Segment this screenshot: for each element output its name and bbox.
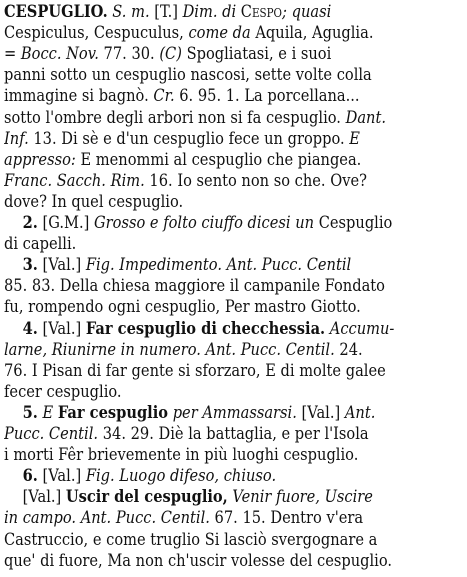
entry-text-segment: Cr. bbox=[153, 86, 175, 107]
entry-text-segment: Fig. Luogo difeso, chiuso. bbox=[85, 466, 277, 487]
entry-text-segment: Cespiculus, Cespuculus, bbox=[4, 23, 189, 44]
entry-text-segment: 77. 30. bbox=[98, 44, 160, 65]
entry-text-segment: Accumu- bbox=[325, 318, 395, 339]
entry-text-segment: 67. 15. Dentro v'era bbox=[209, 508, 364, 529]
entry-text-segment: di capelli. bbox=[4, 234, 77, 255]
entry-text-segment: CESPUGLIO. bbox=[4, 2, 108, 22]
entry-line bbox=[4, 129, 400, 150]
entry-line bbox=[4, 319, 400, 340]
entry-line bbox=[4, 403, 400, 424]
entry-text-segment: Far cespuglio di checchessia. bbox=[85, 318, 326, 339]
entry-text-segment: immagine si bagnò. bbox=[4, 86, 154, 107]
entry-text-segment bbox=[4, 319, 23, 339]
entry-text-segment: Dim. di bbox=[182, 2, 241, 22]
entry-text-segment bbox=[4, 403, 23, 423]
entry-text-segment: come da bbox=[188, 23, 256, 44]
entry-text-segment: fu, rompendo ogni cespuglio, Per mastro Giotto. bbox=[4, 297, 361, 318]
entry-text-segment: Aquila, Aguglia. bbox=[255, 23, 374, 44]
entry-text-segment: [T.] bbox=[154, 2, 183, 22]
entry-line bbox=[4, 213, 400, 234]
entry-text-segment: 5. bbox=[22, 402, 38, 423]
entry-line bbox=[4, 297, 400, 318]
entry-line bbox=[4, 171, 400, 192]
entry-text-segment: 16. Io sento non so che. Ove? bbox=[144, 170, 367, 191]
entry-text-segment: [Val.] bbox=[4, 487, 66, 508]
entry-text-segment: que' di fuore, Ma non ch'uscir volesse del cespuglio. bbox=[4, 550, 393, 571]
entry-text-segment: fecer cespuglio. bbox=[4, 381, 122, 402]
entry-text-segment: 13. Di sè e d'un cespuglio fece un groppo. bbox=[28, 128, 350, 149]
entry-text-segment: Ant. bbox=[344, 402, 376, 423]
entry-text-segment: Far cespuglio bbox=[57, 402, 169, 423]
entry-text-segment: ; quasi bbox=[282, 2, 332, 22]
entry-text-segment: Castruccio, e come truglio Si lasciò svergognare a bbox=[4, 529, 378, 550]
entry-text-segment: Spogliatasi, e i suoi bbox=[181, 44, 332, 65]
entry-text-segment: E bbox=[37, 402, 58, 423]
entry-text-segment: panni sotto un cespuglio nascosi, sette volte colla bbox=[4, 65, 372, 86]
entry-line bbox=[4, 2, 400, 23]
entry-text-segment: Uscir del cespuglio, bbox=[65, 487, 228, 508]
entry-line bbox=[4, 424, 400, 445]
entry-text-segment: 2. bbox=[22, 213, 38, 233]
entry-line bbox=[4, 234, 400, 255]
entry-line bbox=[4, 340, 400, 361]
entry-text-segment: larne, Riunirne in numero. Ant. Pucc. Centil. bbox=[4, 339, 335, 360]
entry-text-segment: Fig. Impedimento. Ant. Pucc. Centil bbox=[85, 255, 352, 276]
entry-text-segment: 6. bbox=[22, 466, 38, 487]
entry-line bbox=[4, 23, 400, 44]
entry-text-segment: (C) bbox=[159, 44, 182, 65]
entry-text-segment: 24. bbox=[334, 339, 363, 360]
entry-line bbox=[4, 276, 400, 297]
entry-text-segment: 85. 83. Della chiesa maggiore il campanile Fondato bbox=[4, 276, 385, 297]
entry-text-segment: E menommi al cespuglio che piangea. bbox=[75, 149, 362, 170]
entry-text-segment: [Val.] bbox=[37, 255, 86, 276]
entry-line bbox=[4, 530, 400, 551]
entry-line bbox=[4, 44, 400, 65]
entry-text-segment: Cespuglio bbox=[314, 213, 393, 233]
entry-line bbox=[4, 86, 400, 107]
entry-text-segment: 34. 29. Diè la battaglia, e per l'Isola bbox=[98, 424, 369, 444]
entry-text-segment: [Val.] bbox=[296, 402, 345, 423]
entry-line bbox=[4, 361, 400, 382]
entry-text-segment: [G.M.] bbox=[37, 213, 94, 233]
entry-line bbox=[4, 487, 400, 508]
entry-text-segment: = bbox=[4, 44, 21, 65]
entry-text-segment: in campo. Ant. Pucc. Centil. bbox=[4, 508, 210, 529]
entry-text-segment bbox=[4, 213, 23, 233]
entry-line bbox=[4, 445, 400, 466]
entry-text-segment: 4. bbox=[22, 318, 38, 339]
entry-text-segment: Pucc. Centil. bbox=[4, 424, 99, 444]
entry-line bbox=[4, 150, 400, 171]
entry-line bbox=[4, 508, 400, 529]
entry-text-segment: 76. I Pisan di far gente si sforzaro, E di molte galee bbox=[4, 360, 386, 381]
entry-line bbox=[4, 255, 400, 276]
entry-line bbox=[4, 65, 400, 86]
entry-text-segment: 6. 95. 1. La porcellana... bbox=[174, 86, 360, 107]
entry-text-segment: S. m. bbox=[107, 2, 155, 22]
entry-text-segment: Dant. bbox=[345, 107, 386, 128]
entry-text-segment: Bocc. Nov. bbox=[20, 44, 99, 65]
entry-text-segment bbox=[4, 466, 23, 486]
entry-line bbox=[4, 551, 400, 572]
entry-text-segment: dove? In quel cespuglio. bbox=[4, 191, 184, 212]
entry-text-segment: sotto l'ombre degli arbori non si fa cespuglio. bbox=[4, 107, 346, 128]
entry-text-segment: per Ammassarsi. bbox=[168, 402, 297, 423]
entry-text-segment: [Val.] bbox=[37, 318, 86, 339]
entry-text-segment: Franc. Sacch. Rim. bbox=[4, 170, 145, 191]
entry-text-segment: Inf. bbox=[4, 128, 29, 149]
entry-text-segment: Cespo bbox=[240, 2, 283, 22]
entry-line bbox=[4, 466, 400, 487]
entry-text-segment: [Val.] bbox=[37, 466, 86, 487]
entry-text-segment: E bbox=[349, 128, 360, 149]
entry-line bbox=[4, 192, 400, 213]
entry-line bbox=[4, 382, 400, 403]
entry-text-segment bbox=[4, 255, 23, 275]
entry-text-segment: Venir fuore, Uscire bbox=[227, 487, 373, 508]
entry-line bbox=[4, 108, 400, 129]
entry-text-segment: Grosso e folto ciuffo dicesi un bbox=[93, 213, 315, 233]
entry-text-segment: 3. bbox=[22, 255, 38, 276]
entry-text-segment: i morti Fêr brievemente in più luoghi cespuglio. bbox=[4, 445, 359, 466]
entry-text-segment: appresso: bbox=[4, 149, 76, 170]
